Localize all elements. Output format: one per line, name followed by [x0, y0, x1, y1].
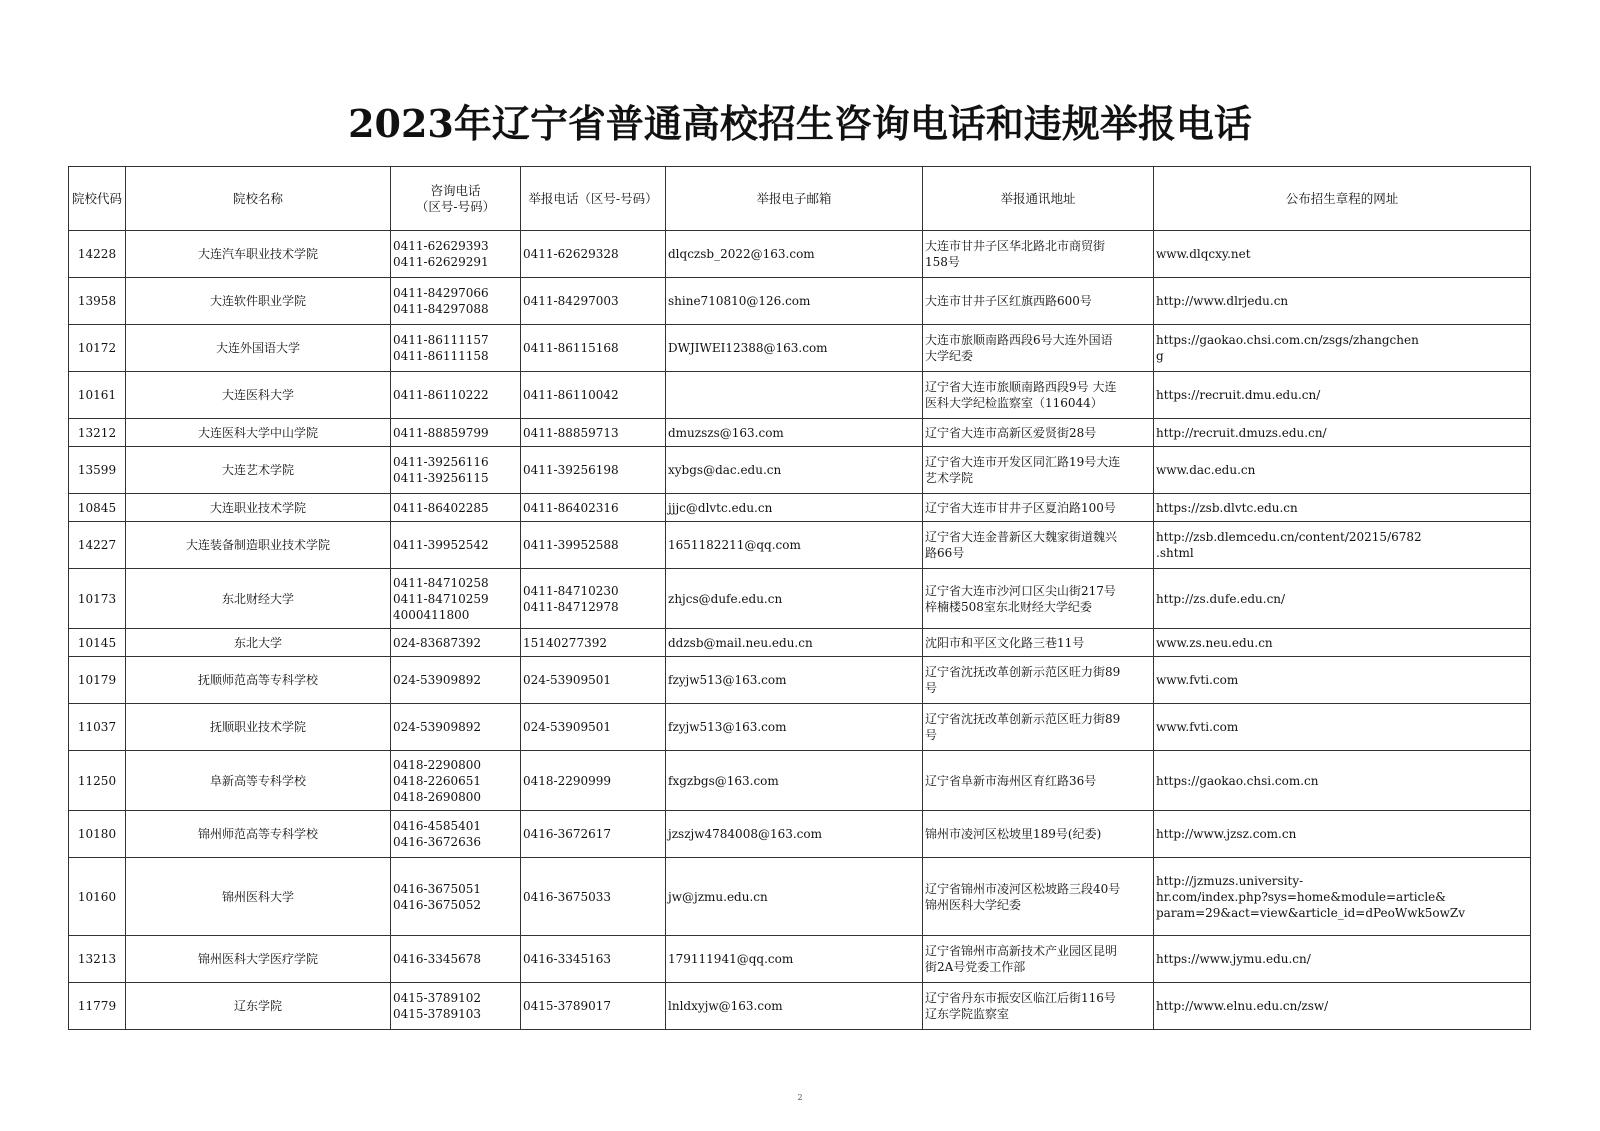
cell-name: 大连医科大学: [126, 372, 391, 419]
cell-report-email: xybgs@dac.edu.cn: [666, 447, 923, 494]
cell-report-phone: 0411-86402316: [521, 494, 666, 522]
table-row: [69, 419, 1531, 447]
table-row: [69, 936, 1531, 983]
cell-report-email: DWJIWEI12388@163.com: [666, 325, 923, 372]
table-body: [69, 231, 1531, 1030]
cell-charter-url: http://recruit.dmuzs.edu.cn/: [1154, 419, 1531, 447]
cell-charter-url: https://zsb.dlvtc.edu.cn: [1154, 494, 1531, 522]
header-row: [69, 167, 1531, 231]
cell-consult-phone: 0411-86110222: [391, 372, 521, 419]
cell-report-email: dmuzszs@163.com: [666, 419, 923, 447]
cell-name: 大连软件职业学院: [126, 278, 391, 325]
cell-code: 14228: [69, 231, 126, 278]
cell-consult-phone: 0411-39952542: [391, 522, 521, 569]
table-row: [69, 858, 1531, 936]
cell-report-address: 辽宁省沈抚改革创新示范区旺力街89 号: [923, 704, 1154, 751]
cell-name: 东北财经大学: [126, 569, 391, 629]
cell-report-email: 179111941@qq.com: [666, 936, 923, 983]
table-row: [69, 629, 1531, 657]
cell-name: 大连职业技术学院: [126, 494, 391, 522]
cell-code: 14227: [69, 522, 126, 569]
header-report-email: 举报电子邮箱: [666, 167, 923, 231]
cell-name: 锦州医科大学医疗学院: [126, 936, 391, 983]
cell-charter-url: http://zsb.dlemcedu.cn/content/20215/6782 .shtml: [1154, 522, 1531, 569]
cell-consult-phone: 0411-39256116 0411-39256115: [391, 447, 521, 494]
cell-name: 阜新高等专科学校: [126, 751, 391, 811]
cell-report-phone: 0411-62629328: [521, 231, 666, 278]
cell-consult-phone: 0411-88859799: [391, 419, 521, 447]
table-row: [69, 447, 1531, 494]
cell-report-phone: 0416-3672617: [521, 811, 666, 858]
cell-consult-phone: 0415-3789102 0415-3789103: [391, 983, 521, 1030]
cell-report-phone: 0411-39256198: [521, 447, 666, 494]
table-row: [69, 494, 1531, 522]
cell-consult-phone: 0411-84297066 0411-84297088: [391, 278, 521, 325]
cell-code: 11037: [69, 704, 126, 751]
cell-report-address: 辽宁省大连金普新区大魏家街道魏兴 路66号: [923, 522, 1154, 569]
cell-code: 10160: [69, 858, 126, 936]
table-row: [69, 325, 1531, 372]
cell-report-phone: 15140277392: [521, 629, 666, 657]
cell-report-address: 辽宁省大连市旅顺南路西段9号 大连 医科大学纪检监察室（116044）: [923, 372, 1154, 419]
cell-report-email: 1651182211@qq.com: [666, 522, 923, 569]
cell-report-address: 辽宁省锦州市高新技术产业园区昆明 街2A号党委工作部: [923, 936, 1154, 983]
cell-name: 大连艺术学院: [126, 447, 391, 494]
cell-code: 11779: [69, 983, 126, 1030]
cell-report-phone: 024-53909501: [521, 704, 666, 751]
header-report-phone: 举报电话（区号-号码）: [521, 167, 666, 231]
cell-consult-phone: 0418-2290800 0418-2260651 0418-2690800: [391, 751, 521, 811]
cell-code: 13599: [69, 447, 126, 494]
cell-report-phone: 0411-86115168: [521, 325, 666, 372]
cell-charter-url: www.fvti.com: [1154, 657, 1531, 704]
cell-report-phone: 0415-3789017: [521, 983, 666, 1030]
cell-report-email: shine710810@126.com: [666, 278, 923, 325]
cell-report-email: fzyjw513@163.com: [666, 657, 923, 704]
cell-report-email: jzszjw4784008@163.com: [666, 811, 923, 858]
cell-charter-url: www.fvti.com: [1154, 704, 1531, 751]
cell-consult-phone: 0416-3675051 0416-3675052: [391, 858, 521, 936]
cell-code: 10179: [69, 657, 126, 704]
cell-name: 抚顺师范高等专科学校: [126, 657, 391, 704]
header-consult-phone: 咨询电话（区号-号码）: [391, 167, 521, 231]
admissions-contact-table: [68, 166, 1531, 1030]
table-row: [69, 751, 1531, 811]
cell-report-address: 辽宁省大连市沙河口区尖山街217号 梓楠楼508室东北财经大学纪委: [923, 569, 1154, 629]
cell-consult-phone: 0411-62629393 0411-62629291: [391, 231, 521, 278]
cell-report-address: 辽宁省阜新市海州区育红路36号: [923, 751, 1154, 811]
cell-report-email: [666, 372, 923, 419]
cell-report-address: 大连市甘井子区华北路北市商贸街 158号: [923, 231, 1154, 278]
cell-consult-phone: 0411-86111157 0411-86111158: [391, 325, 521, 372]
table-row: [69, 983, 1531, 1030]
cell-report-address: 锦州市凌河区松坡里189号(纪委): [923, 811, 1154, 858]
page-number: 2: [797, 1093, 803, 1102]
table-row: [69, 657, 1531, 704]
cell-consult-phone: 024-53909892: [391, 704, 521, 751]
table-row: [69, 704, 1531, 751]
cell-report-address: 沈阳市和平区文化路三巷11号: [923, 629, 1154, 657]
cell-report-address: 辽宁省大连市甘井子区夏泊路100号: [923, 494, 1154, 522]
cell-charter-url: www.dac.edu.cn: [1154, 447, 1531, 494]
cell-report-email: lnldxyjw@163.com: [666, 983, 923, 1030]
table-row: [69, 372, 1531, 419]
cell-code: 10173: [69, 569, 126, 629]
cell-report-phone: 024-53909501: [521, 657, 666, 704]
cell-report-address: 大连市旅顺南路西段6号大连外国语 大学纪委: [923, 325, 1154, 372]
cell-charter-url: http://www.jzsz.com.cn: [1154, 811, 1531, 858]
cell-report-phone: 0411-39952588: [521, 522, 666, 569]
cell-charter-url: http://zs.dufe.edu.cn/: [1154, 569, 1531, 629]
cell-name: 大连汽车职业技术学院: [126, 231, 391, 278]
table-row: [69, 522, 1531, 569]
cell-code: 10145: [69, 629, 126, 657]
cell-name: 辽东学院: [126, 983, 391, 1030]
cell-code: 13213: [69, 936, 126, 983]
table-row: [69, 811, 1531, 858]
cell-report-address: 大连市甘井子区红旗西路600号: [923, 278, 1154, 325]
header-report-address: 举报通讯地址: [923, 167, 1154, 231]
cell-report-address: 辽宁省锦州市凌河区松坡路三段40号 锦州医科大学纪委: [923, 858, 1154, 936]
cell-code: 11250: [69, 751, 126, 811]
cell-report-phone: 0411-88859713: [521, 419, 666, 447]
cell-consult-phone: 0411-86402285: [391, 494, 521, 522]
cell-code: 10845: [69, 494, 126, 522]
cell-report-email: ddzsb@mail.neu.edu.cn: [666, 629, 923, 657]
cell-charter-url: www.zs.neu.edu.cn: [1154, 629, 1531, 657]
cell-name: 东北大学: [126, 629, 391, 657]
cell-name: 大连外国语大学: [126, 325, 391, 372]
cell-name: 大连装备制造职业技术学院: [126, 522, 391, 569]
cell-report-phone: 0416-3345163: [521, 936, 666, 983]
cell-code: 13958: [69, 278, 126, 325]
cell-name: 大连医科大学中山学院: [126, 419, 391, 447]
cell-report-address: 辽宁省大连市开发区同汇路19号大连 艺术学院: [923, 447, 1154, 494]
cell-charter-url: https://www.jymu.edu.cn/: [1154, 936, 1531, 983]
cell-charter-url: http://www.dlrjedu.cn: [1154, 278, 1531, 325]
cell-code: 10172: [69, 325, 126, 372]
cell-report-phone: 0411-86110042: [521, 372, 666, 419]
cell-charter-url: https://recruit.dmu.edu.cn/: [1154, 372, 1531, 419]
cell-consult-phone: 0416-4585401 0416-3672636: [391, 811, 521, 858]
cell-code: 13212: [69, 419, 126, 447]
header-name: 院校名称: [126, 167, 391, 231]
cell-consult-phone: 0411-84710258 0411-84710259 4000411800: [391, 569, 521, 629]
table-row: [69, 278, 1531, 325]
cell-charter-url: http://www.elnu.edu.cn/zsw/: [1154, 983, 1531, 1030]
cell-charter-url: www.dlqcxy.net: [1154, 231, 1531, 278]
cell-report-email: fxgzbgs@163.com: [666, 751, 923, 811]
cell-consult-phone: 024-53909892: [391, 657, 521, 704]
cell-name: 锦州医科大学: [126, 858, 391, 936]
cell-report-address: 辽宁省大连市高新区爱贤街28号: [923, 419, 1154, 447]
header-charter-url: 公布招生章程的网址: [1154, 167, 1531, 231]
cell-consult-phone: 024-83687392: [391, 629, 521, 657]
cell-report-phone: 0411-84710230 0411-84712978: [521, 569, 666, 629]
cell-report-email: jjjc@dlvtc.edu.cn: [666, 494, 923, 522]
cell-consult-phone: 0416-3345678: [391, 936, 521, 983]
cell-report-email: jw@jzmu.edu.cn: [666, 858, 923, 936]
page-title: 2023年辽宁省普通高校招生咨询电话和违规举报电话: [348, 101, 1252, 146]
cell-name: 抚顺职业技术学院: [126, 704, 391, 751]
table-row: [69, 569, 1531, 629]
table-row: [69, 231, 1531, 278]
cell-code: 10180: [69, 811, 126, 858]
cell-report-phone: 0418-2290999: [521, 751, 666, 811]
cell-report-phone: 0411-84297003: [521, 278, 666, 325]
cell-charter-url: https://gaokao.chsi.com.cn: [1154, 751, 1531, 811]
cell-charter-url: https://gaokao.chsi.com.cn/zsgs/zhangchen g: [1154, 325, 1531, 372]
cell-report-address: 辽宁省丹东市振安区临江后街116号 辽东学院监察室: [923, 983, 1154, 1030]
cell-report-address: 辽宁省沈抚改革创新示范区旺力街89 号: [923, 657, 1154, 704]
cell-code: 10161: [69, 372, 126, 419]
header-code: 院校代码: [69, 167, 126, 231]
cell-report-email: dlqczsb_2022@163.com: [666, 231, 923, 278]
cell-report-email: zhjcs@dufe.edu.cn: [666, 569, 923, 629]
cell-report-email: fzyjw513@163.com: [666, 704, 923, 751]
cell-charter-url: http://jzmuzs.university- hr.com/index.php?sys=home&module=article& param=29&act=view&article_id=dPeoWwk5owZv: [1154, 858, 1531, 936]
cell-name: 锦州师范高等专科学校: [126, 811, 391, 858]
cell-report-phone: 0416-3675033: [521, 858, 666, 936]
